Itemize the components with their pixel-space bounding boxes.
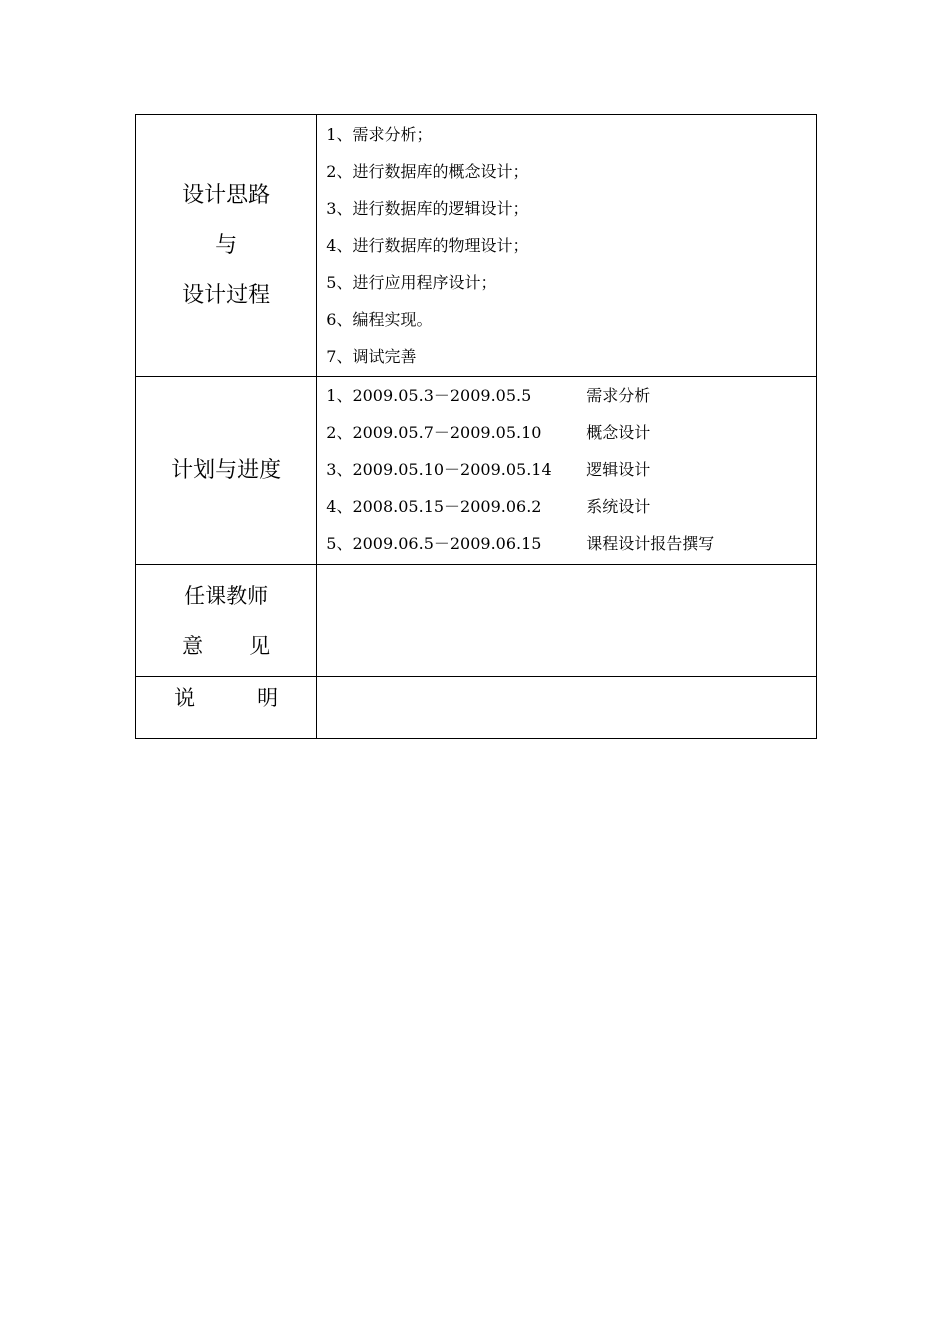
design-step: 5、进行应用程序设计； (326, 273, 497, 292)
schedule-item (326, 451, 816, 488)
design-content-cell (317, 115, 817, 377)
schedule-item (326, 525, 816, 562)
teacher-opinion-row (136, 565, 817, 677)
design-step: 7、调试完善 (326, 347, 417, 366)
notes-label-cell (136, 677, 317, 739)
plan-label-cell (136, 377, 317, 565)
notes-content[interactable] (317, 677, 817, 739)
design-label-line-2: 与 (215, 232, 238, 258)
plan-schedule-list (326, 377, 816, 562)
design-step: 2、进行数据库的概念设计； (326, 162, 529, 181)
schedule-date-range: 2、2009.05.7－2009.05.10 (326, 423, 542, 442)
design-step: 4、进行数据库的物理设计； (326, 236, 529, 255)
schedule-task: 课程设计报告撰写 (586, 534, 715, 553)
design-row (136, 115, 817, 377)
schedule-date-range: 4、2008.05.15－2009.06.2 (326, 497, 542, 516)
notes-label-char-2: 明 (257, 686, 279, 710)
teacher-label-char-1: 意 (182, 633, 204, 658)
schedule-task: 系统设计 (586, 497, 651, 516)
schedule-date-range: 5、2009.06.5－2009.06.15 (326, 534, 542, 553)
design-steps-list (326, 116, 816, 375)
schedule-task: 需求分析 (586, 386, 651, 405)
design-label-line-3: 设计过程 (182, 282, 271, 308)
schedule-date-range: 1、2009.05.3－2009.05.5 (326, 386, 532, 405)
teacher-label-char-2: 见 (249, 633, 271, 658)
design-plan-table (135, 114, 817, 739)
notes-label-char-1: 说 (174, 686, 196, 710)
teacher-opinion-content[interactable] (317, 565, 817, 677)
teacher-label-line-1: 任课教师 (184, 583, 269, 608)
design-label-line-1: 设计思路 (182, 182, 271, 208)
schedule-date-range: 3、2009.05.10－2009.05.14 (326, 460, 552, 479)
design-step: 6、编程实现。 (326, 310, 433, 329)
design-label-cell (136, 115, 317, 377)
notes-row (136, 677, 817, 739)
teacher-label-line-2 (136, 621, 316, 671)
design-step: 1、需求分析； (326, 125, 433, 144)
schedule-task: 概念设计 (586, 423, 651, 442)
plan-content-cell (317, 377, 817, 565)
schedule-item (326, 414, 816, 451)
teacher-opinion-label-cell (136, 565, 317, 677)
schedule-task: 逻辑设计 (586, 460, 651, 479)
plan-row (136, 377, 817, 565)
design-step: 3、进行数据库的逻辑设计； (326, 199, 529, 218)
plan-label: 计划与进度 (171, 457, 282, 483)
schedule-item (326, 488, 816, 525)
notes-label (136, 677, 316, 719)
schedule-item (326, 377, 816, 414)
